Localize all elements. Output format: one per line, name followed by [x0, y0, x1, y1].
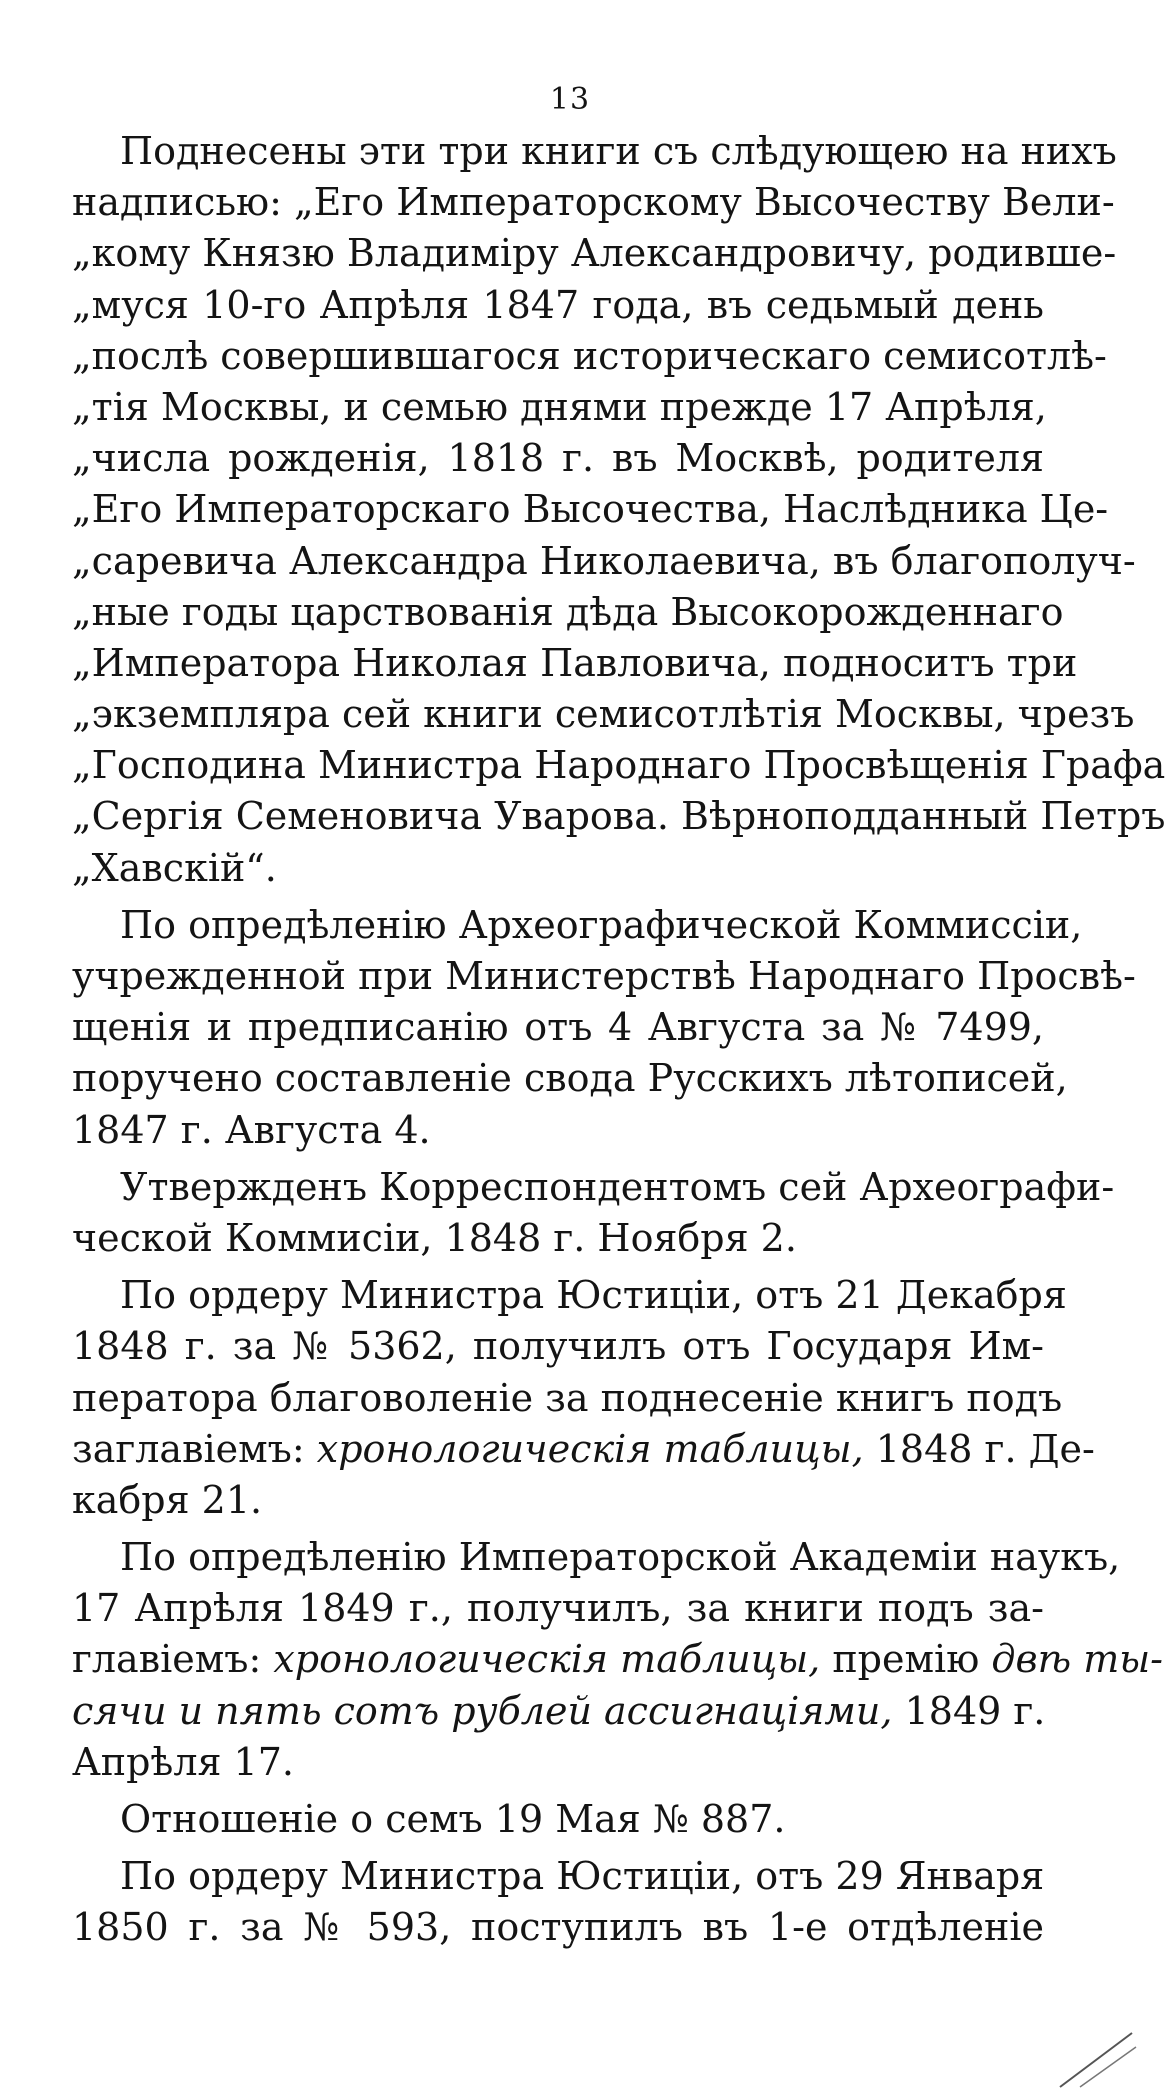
text-line: учрежденной при Министерствѣ Народнаго Просвѣ-: [72, 954, 1136, 998]
text-line: „Сергія Семеновича Уварова. Вѣрноподданный Петръ: [72, 794, 1165, 839]
text-line: „муся 10-го Апрѣля 1847 года, въ седьмый день: [72, 282, 1044, 327]
text-line: „Хавскій“.: [72, 845, 277, 890]
text-line: поручено составленіе свода Русскихъ лѣтописей,: [72, 1056, 1068, 1101]
text-fragment: заглавіемъ:: [72, 1426, 305, 1471]
body-text: [72, 126, 1165, 1954]
text-line: 1850 г. за № 593, поступилъ въ 1-е отдѣленіе: [72, 1905, 1044, 1950]
text-fragment: 1849 г.: [904, 1688, 1046, 1733]
text-line: надписью: „Его Императорскому Высочеству Вели-: [72, 180, 1115, 225]
corner-pen-mark: [1040, 2021, 1140, 2091]
text-fragment: главіемъ:: [72, 1637, 262, 1682]
text-line: По ордеру Министра Юстиціи, отъ 21 Декабря: [120, 1273, 1067, 1318]
text-line: „числа рожденія, 1818 г. въ Москвѣ, родителя: [72, 436, 1044, 481]
text-line: [72, 1686, 1044, 1737]
text-fragment: 1848 г. Де-: [875, 1426, 1095, 1471]
text-line: кабря 21.: [72, 1477, 263, 1522]
text-line: [72, 1424, 1095, 1475]
text-line: Утвержденъ Корреспондентомъ сей Археографи-: [120, 1164, 1115, 1209]
italic-title: хронологическія таблицы,: [316, 1426, 864, 1471]
text-line: щенія и предписанію отъ 4 Августа за № 7499,: [72, 1005, 1044, 1050]
text-line: „послѣ совершившагося историческаго семисотлѣ-: [72, 333, 1107, 378]
text-line: 1847 г. Августа 4.: [72, 1107, 431, 1152]
text-line: ператора благоволеніе за поднесеніе книгъ подъ: [72, 1375, 1063, 1420]
text-line: По опредѣленію Археографической Коммиссіи,: [120, 902, 1083, 947]
text-line: „Императора Николая Павловича, подноситъ три: [72, 640, 1078, 685]
text-line: ческой Коммисіи, 1848 г. Ноября 2.: [72, 1215, 797, 1260]
italic-title: хронологическія таблицы,: [273, 1637, 821, 1682]
text-line: По опредѣленію Императорской Академіи наукъ,: [120, 1535, 1121, 1580]
text-line: „тія Москвы, и семью днями прежде 17 Апрѣля,: [72, 384, 1047, 429]
text-line: По ордеру Министра Юстиціи, отъ 29 Января: [120, 1854, 1045, 1899]
text-line: „ные годы царствованія дѣда Высокорожденнаго: [72, 589, 1064, 634]
italic-sum: двѣ ты-: [991, 1637, 1164, 1682]
text-fragment: премію: [832, 1637, 980, 1682]
text-line: Поднесены эти три книги съ слѣдующею на нихъ: [120, 129, 1117, 173]
text-line: 17 Апрѣля 1849 г., получилъ, за книги подъ за-: [72, 1586, 1044, 1631]
text-line: „кому Князю Владиміру Александровичу, родивше-: [72, 231, 1117, 276]
text-line: „Господина Министра Народнаго Просвѣщенія Графа: [72, 743, 1165, 788]
text-line: 1848 г. за № 5362, получилъ отъ Государя Им-: [72, 1324, 1044, 1369]
page-number: 13: [549, 82, 591, 117]
text-line: „экземпляра сей книги семисотлѣтія Москвы, чрезъ: [72, 692, 1135, 737]
text-line: „Его Императорскаго Высочества, Наслѣдника Це-: [72, 487, 1109, 532]
italic-sum: сячи и пять сотъ рублей ассигнаціями,: [72, 1688, 893, 1733]
text-line: [72, 1634, 1164, 1685]
text-line: „саревича Александра Николаевича, въ благополуч-: [72, 538, 1136, 583]
text-line: Апрѣля 17.: [72, 1739, 294, 1784]
text-line: Отношеніе о семъ 19 Мая № 887.: [120, 1797, 786, 1841]
